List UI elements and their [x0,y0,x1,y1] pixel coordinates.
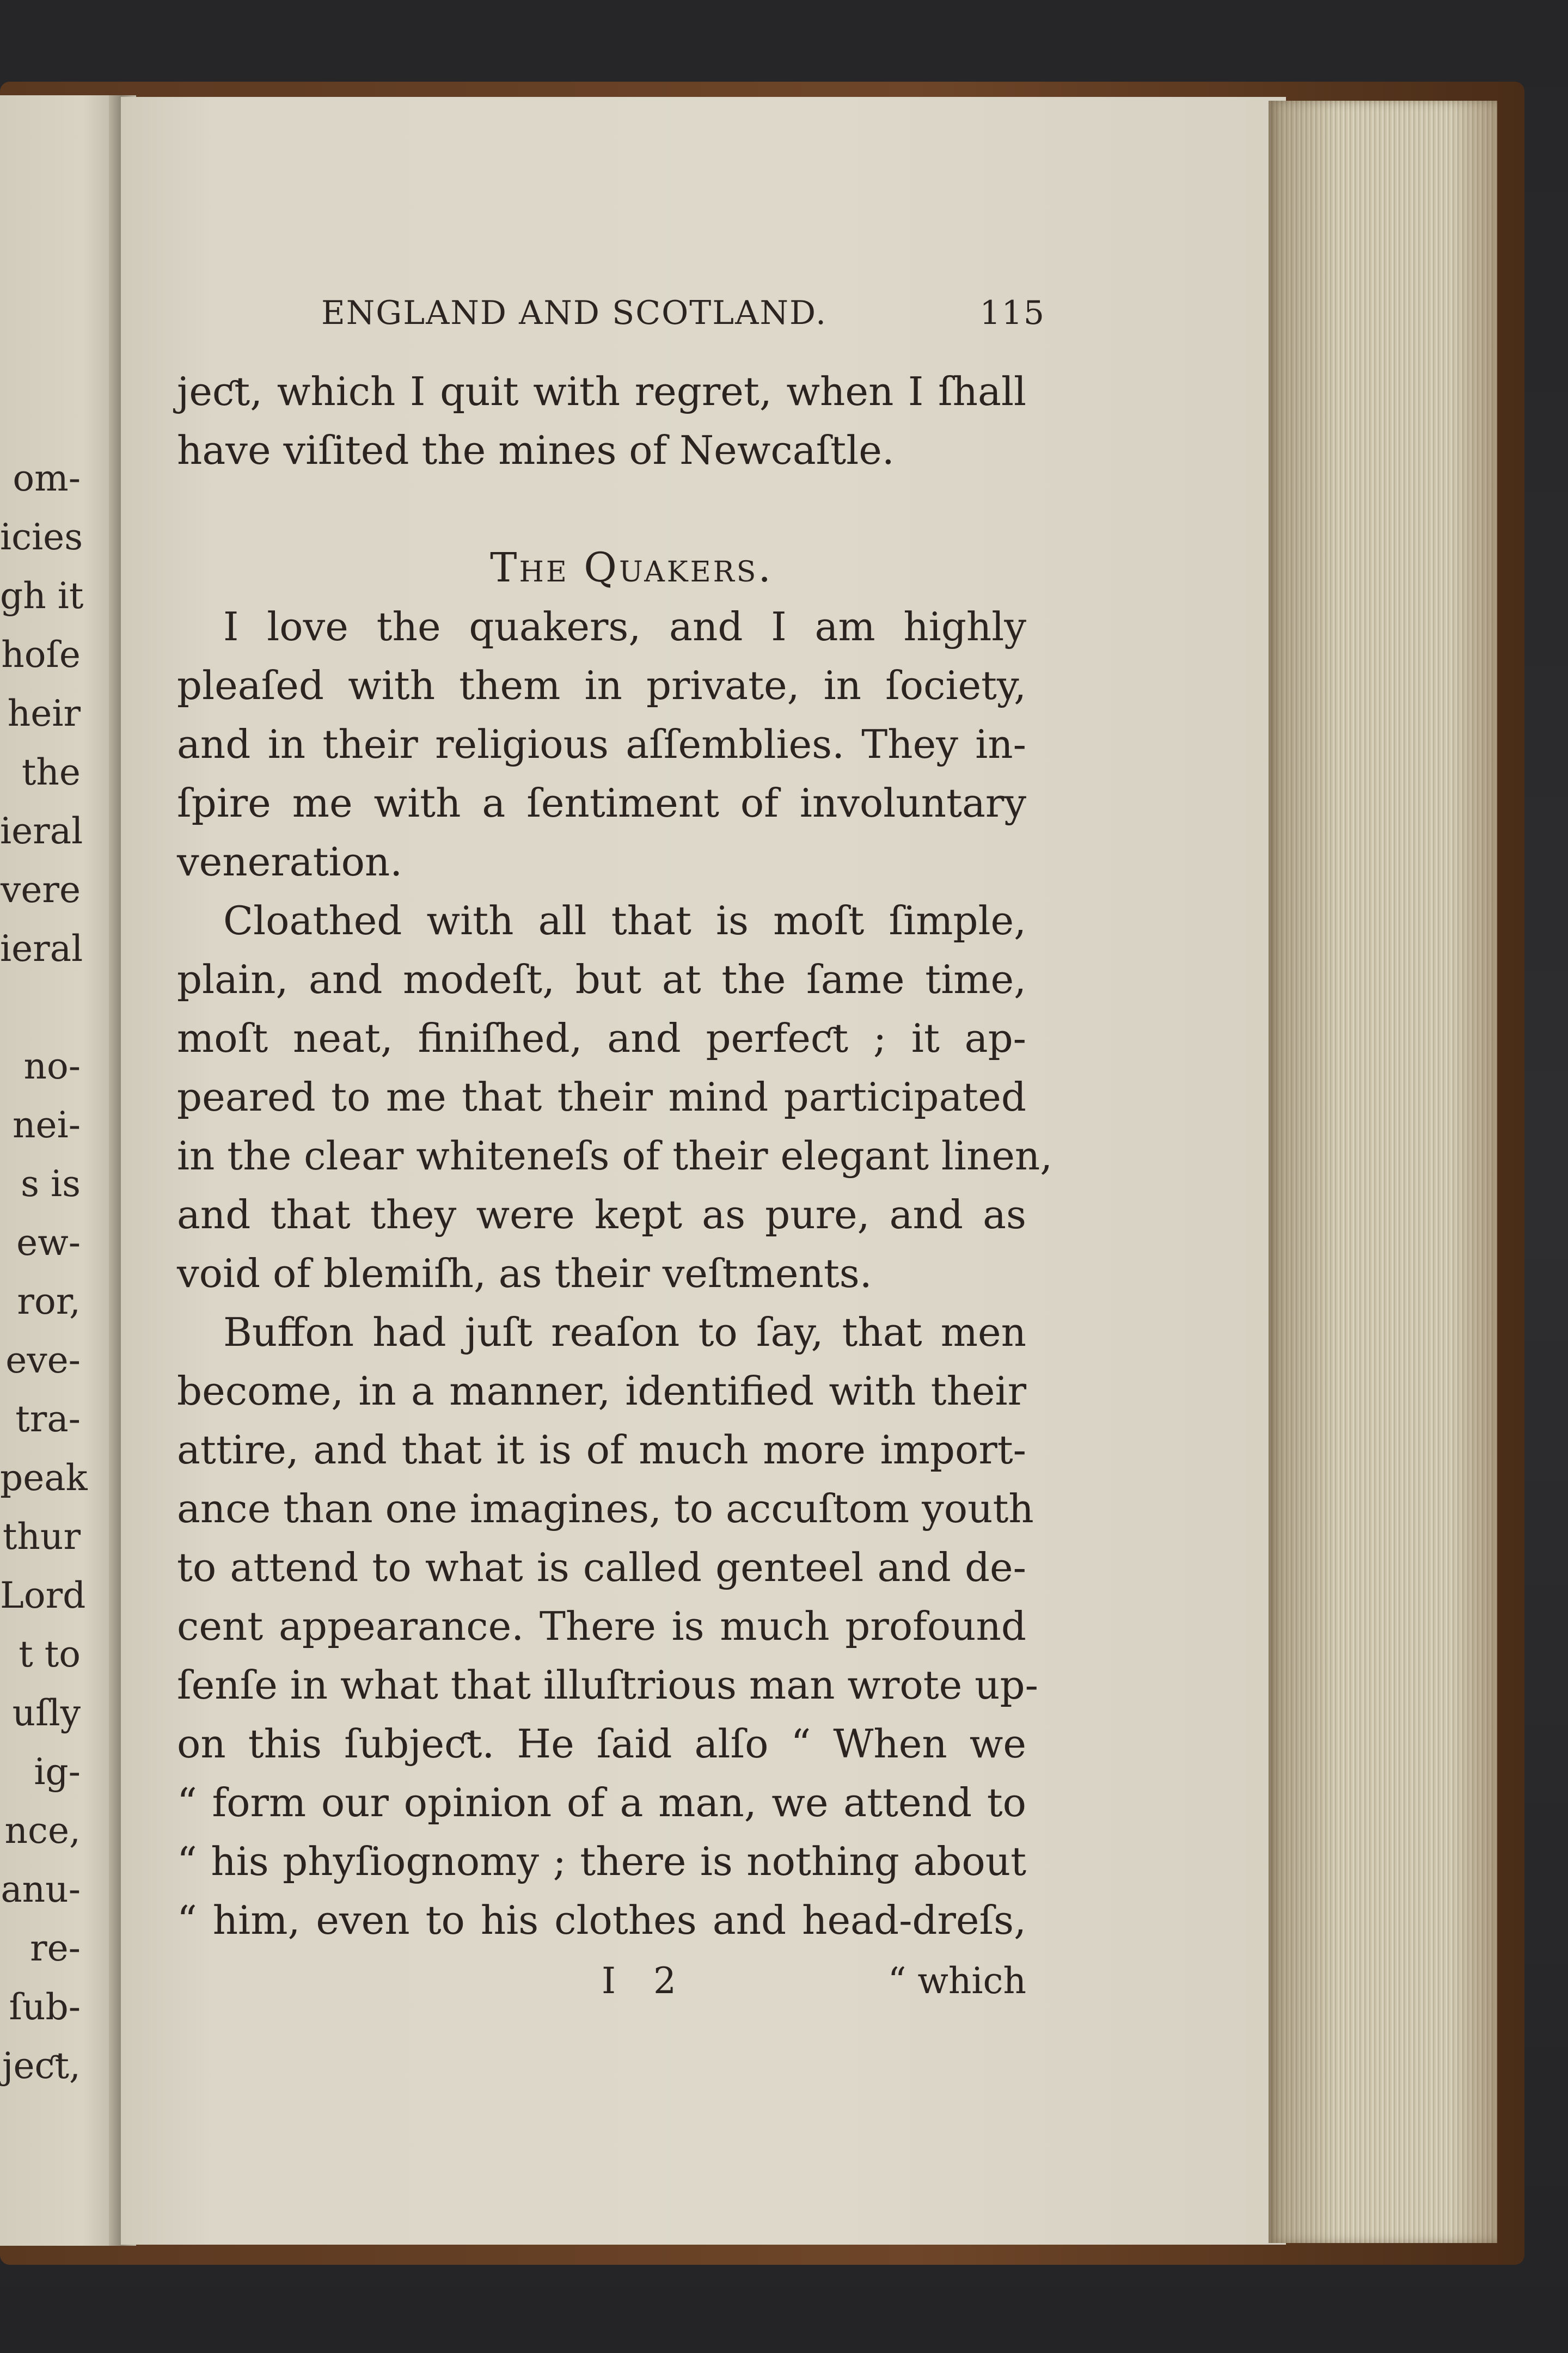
header-title: ENGLAND AND SCOTLAND. [321,294,828,332]
signature-mark: I 2 [602,1960,690,2002]
text-line: and in their religious aſſemblies. They in- [177,721,1026,767]
text-line: I love the quakers, and I am highly [223,604,1026,649]
text-line: pleaſed with them in private, in ſociety, [177,663,1026,708]
text-line: ance than one imagines, to accuſtom youth [177,1486,1034,1531]
running-header [321,294,1045,338]
left-page-text [0,449,109,2095]
left-line: tra- [15,1398,81,1440]
left-line: ew- [16,1222,81,1264]
left-line: ſub- [9,1986,81,2028]
text-line: in the clear whiteneſs of their elegant linen, [177,1133,1053,1179]
left-line: nei- [13,1104,81,1146]
left-line: nce, [4,1810,81,1852]
text-line: void of blemiſh, as their veſtments. [177,1251,872,1296]
text-line: to attend to what is called genteel and de- [177,1545,1026,1590]
left-line: uſly [12,1692,81,1734]
left-line: hoſe [1,634,81,676]
page-footer [177,1960,1026,2014]
left-line: vere [1,869,81,911]
text-line: veneration. [177,839,403,885]
text-line: attire, and that it is of much more import- [177,1427,1026,1473]
left-line: peak [0,1457,88,1499]
text-line: become, in a manner, identified with their [177,1368,1026,1414]
text-line: “ him, even to his clothes and head-dreſs, [177,1897,1026,1943]
text-line: Cloathed with all that is moſt ſimple, [223,898,1026,943]
left-line: anu- [1,1868,81,1910]
text-line: “ his phyſiognomy ; there is nothing about [177,1839,1026,1884]
text-line: ſenſe in what that illuſtrious man wrote up- [177,1662,1038,1708]
left-line: jeƈt, [2,2045,81,2087]
left-line: the [21,751,81,793]
text-line: ſpire me with a ſentiment of involuntary [177,780,1026,826]
left-page [0,95,119,2246]
blank-line [177,480,1026,538]
page-number: 115 [979,294,1045,332]
text-line: jeƈt, which I quit with regret, when I ſhall [177,369,1026,414]
left-line: ig- [34,1751,81,1793]
text-line: peared to me that their mind participated [177,1074,1026,1120]
catchword: “ which [887,1960,1026,2002]
left-line: heir [7,693,81,734]
left-line: t to [19,1633,81,1675]
text-line: moſt neat, finiſhed, and perfeƈt ; it ap- [177,1015,1026,1061]
body-text [177,362,1053,1950]
left-line: ieral [0,928,83,970]
text-line: and that they were kept as pure, and as [177,1192,1026,1237]
text-line: on this ſubjeƈt. He ſaid alſo “ When we [177,1721,1026,1767]
left-line: gh it [0,575,84,617]
text-line: plain, and modeſt, but at the ſame time, [177,957,1026,1002]
left-line: eve- [5,1339,81,1381]
text-line: have viſited the mines of Newcaſtle. [177,427,895,473]
left-line: re- [30,1927,81,1969]
section-heading: The Quakers. [490,544,773,591]
left-line: icies [0,516,83,558]
left-line [0,978,109,1037]
page-edges-shadow [1269,101,1497,2243]
text-line: cent appearance. There is much profound [177,1603,1026,1649]
left-line: om- [13,457,81,499]
text-line: Buffon had juſt reaſon to ſay, that men [223,1309,1026,1355]
left-line: Lord [0,1574,86,1616]
left-line: s is [21,1163,81,1205]
left-line: thur [2,1516,81,1558]
left-line: ror, [17,1280,81,1322]
left-line: no- [23,1045,81,1087]
left-line: ieral [0,810,83,852]
text-line: “ form our opinion of a man, we attend to [177,1780,1026,1825]
